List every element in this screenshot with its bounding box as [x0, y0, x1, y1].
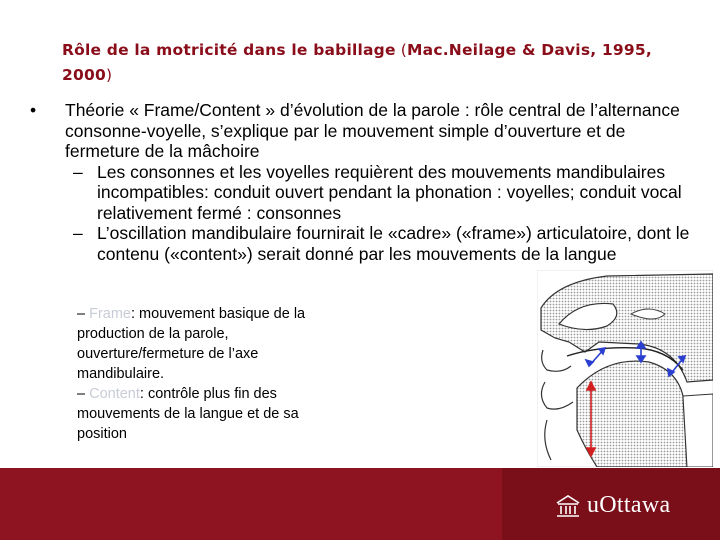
sub-bullet-text-1: Les consonnes et les voyelles requièrent des mouvements mandibulaires incompatibles: conduit ouvert pendant la phonation : voyelles; conduit vocal relativement fermé : consonnes: [97, 161, 682, 223]
bullet-list: [30, 100, 700, 264]
title-authors: Mac.Neilage & Davis, 1995, 2000: [62, 41, 652, 84]
title-main: Rôle de la motricité dans le babillage: [62, 41, 396, 59]
content-definition: : contrôle plus fin des mouvements de la langue et de sa position: [77, 386, 299, 442]
title-paren-open: (: [395, 41, 408, 59]
content-dash: –: [77, 386, 90, 402]
logo-text: uOttawa: [587, 492, 671, 518]
sub-bullet-consonants-vowels: [30, 162, 700, 224]
bullet-text-theory: Théorie « Frame/Content » d’évolution de la parole : rôle central de l’alternance consonne-voyelle, s’explique par le mouvement simple d’ouverture et de fermeture de la mâchoire: [65, 100, 680, 161]
title-paren-close: ): [105, 66, 113, 84]
side-note: [77, 304, 342, 444]
sub-bullet-text-2: L’oscillation mandibulaire fournirait le «cadre» («frame») articulatoire, dont le contenu («content») serait donné par les mouvements de la langue: [97, 223, 690, 264]
sub-bullet-marker: –: [73, 223, 83, 243]
vocal-tract-figure: [537, 270, 713, 467]
frame-dash: –: [77, 306, 90, 322]
vocal-tract-diagram: [537, 270, 713, 467]
sub-bullet-oscillation: [30, 223, 700, 264]
sub-bullet-marker: –: [73, 161, 83, 182]
frame-term: Frame: [89, 306, 131, 322]
content-term: Content: [89, 386, 140, 402]
bullet-item-theory: [30, 100, 700, 162]
pharynx: [683, 394, 713, 467]
side-note-content: [77, 384, 342, 444]
university-building-icon: [555, 493, 581, 519]
side-note-frame: [77, 304, 342, 384]
uottawa-logo[interactable]: [555, 492, 670, 519]
bullet-marker: •: [30, 100, 37, 120]
slide-title: [62, 38, 662, 88]
frame-definition: : mouvement basique de la production de la parole, ouverture/fermeture de l’axe mandibulaire.: [77, 306, 306, 382]
